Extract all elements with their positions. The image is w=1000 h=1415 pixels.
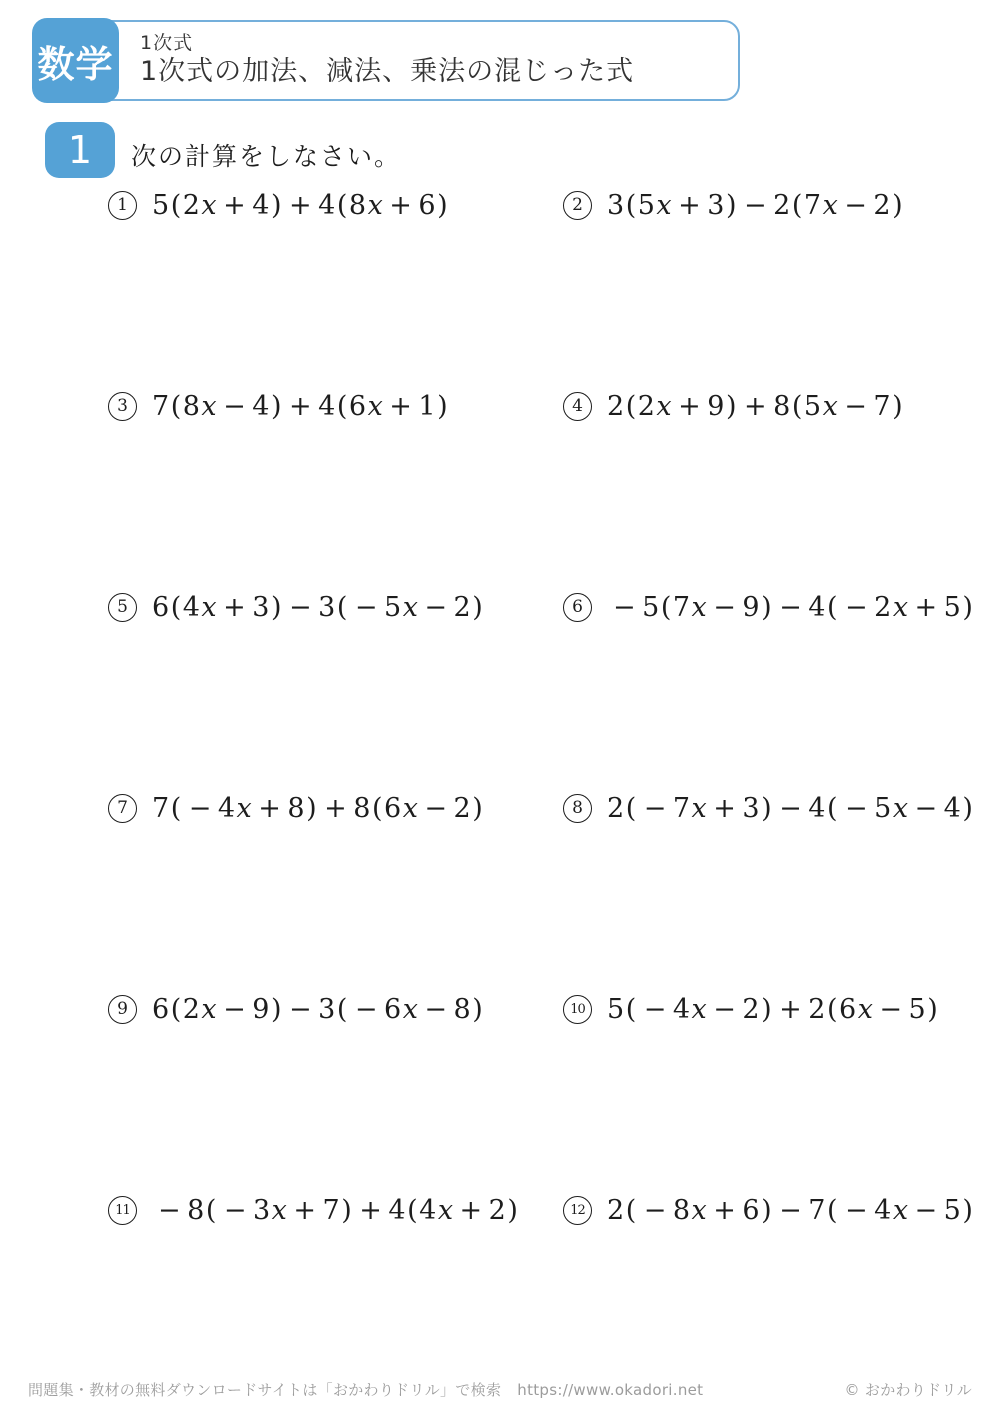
problem-number: 11 [108,1196,137,1225]
problem-item [108,793,484,824]
problem-expression: 2( − 7x + 3) − 4( − 5x − 4) [607,793,974,824]
problem-number: 7 [108,794,137,823]
problem-expression: 7(8x − 4) + 4(6x + 1) [152,391,449,422]
problem-item [563,190,904,221]
subject-badge: 数学 [32,18,119,103]
problem-item [563,391,904,422]
problem-expression: 7( − 4x + 8) + 8(6x − 2) [152,793,484,824]
problem-item [563,592,974,623]
problem-item [108,1195,519,1226]
instruction-text: 次の計算をしなさい。 [131,142,402,171]
footer-url[interactable]: https://www.okadori.net [517,1381,704,1399]
footer-note-wrap [28,1379,703,1400]
footer-copyright: © おかわりドリル [844,1381,972,1399]
problem-number: 12 [563,1196,592,1225]
problem-item [108,190,449,221]
problem-number: 1 [108,191,137,220]
problem-item [563,994,939,1025]
problem-item [563,1195,974,1226]
title-box [44,20,740,101]
problem-number: 2 [563,191,592,220]
footer-note: 問題集・教材の無料ダウンロードサイトは「おかわりドリル」で検索 [28,1381,502,1399]
section-number-badge: 1 [45,122,115,178]
problem-number: 8 [563,794,592,823]
problem-expression: 5( − 4x − 2) + 2(6x − 5) [607,994,939,1025]
page-title: 1次式の加法、減法、乗法の混じった式 [140,56,635,87]
problem-number: 10 [563,995,592,1024]
problem-number: 6 [563,593,592,622]
problem-item [108,391,449,422]
problem-expression: 5(2x + 4) + 4(8x + 6) [152,190,449,221]
problem-expression: − 5(7x − 9) − 4( − 2x + 5) [613,592,974,623]
problem-expression: 6(2x − 9) − 3( − 6x − 8) [152,994,484,1025]
problem-expression: 6(4x + 3) − 3( − 5x − 2) [152,592,484,623]
problem-item [108,994,484,1025]
problem-expression: − 8( − 3x + 7) + 4(4x + 2) [158,1195,519,1226]
problem-expression: 2( − 8x + 6) − 7( − 4x − 5) [607,1195,974,1226]
problem-number: 5 [108,593,137,622]
problem-number: 3 [108,392,137,421]
problem-expression: 2(2x + 9) + 8(5x − 7) [607,391,904,422]
problem-item [108,592,484,623]
unit-label: 1次式 [140,32,194,54]
worksheet-footer [28,1379,972,1400]
problem-number: 9 [108,995,137,1024]
problem-item [563,793,974,824]
problem-expression: 3(5x + 3) − 2(7x − 2) [607,190,904,221]
problem-number: 4 [563,392,592,421]
